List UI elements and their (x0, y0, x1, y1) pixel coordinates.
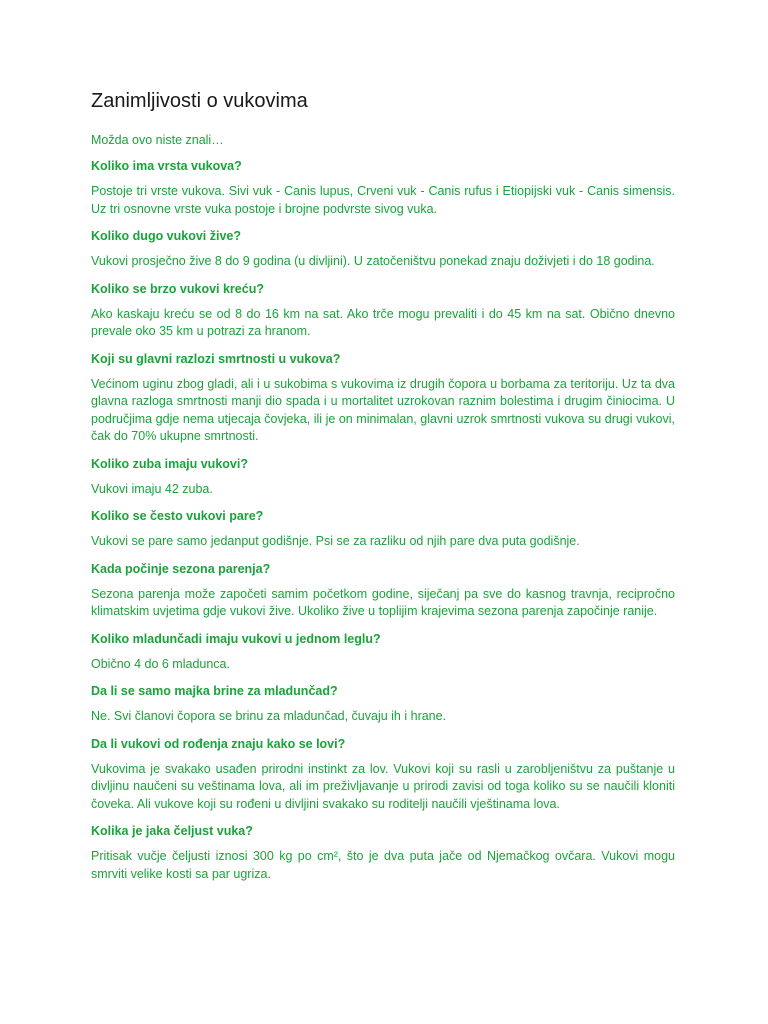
answer-paragraph: Vukovi se pare samo jedanput godišnje. Psi se za razliku od njih pare dva puta godišnje. (91, 534, 580, 548)
answer-paragraph: Postoje tri vrste vukova. Sivi vuk - Canis lupus, Crveni vuk - Canis rufus i Etiopijski vuk - Canis simensis. Uz tri osnovne vrste vuka postoje i brojne podvrste sivog vuka. (91, 184, 675, 216)
answer-paragraph: Vukovi imaju 42 zuba. (91, 481, 213, 496)
answer-paragraph: Obično 4 do 6 mladunca. (91, 656, 230, 671)
question-heading: Kolika je jaka čeljust vuka? (91, 824, 253, 838)
answer-paragraph: Vukovima je svakako usađen prirodni instinkt za lov. Vukovi koji su rasli u zarobljeništvu za puštanje u divljinu naučeni su veštinama lova, ali im preživljavanje u prirodi zavisi od toga koliko su se naučili kloniti čoveka. Ali vukove koji su rođeni u divljini svakako su roditelji naučili vještinama lova. (91, 761, 675, 811)
question-heading: Koliko ima vrsta vukova? (91, 159, 242, 173)
answer-paragraph: Ne. Svi članovi čopora se brinu za mladunčad, čuvaju ih i hrane. (91, 709, 447, 723)
question-heading: Da li vukovi od rođenja znaju kako se lovi? (91, 736, 346, 751)
document-page (91, 88, 675, 892)
question-heading: Koji su glavni razlozi smrtnosti u vukova? (91, 351, 341, 366)
question-heading: Da li se samo majka brine za mladunčad? (91, 684, 338, 698)
answer-paragraph: Vukovi prosječno žive 8 do 9 godina (u divljini). U zatočeništvu ponekad znaju doživjeti i do 18 godina. (91, 254, 655, 268)
answer-paragraph: Sezona parenja može započeti samim početkom godine, siječanj pa sve do kasnog travnja, recipročno klimatskim uvjetima gdje vukovi žive. Ukoliko žive u toplijim krajevima sezona parenja započinje ranije. (91, 586, 675, 618)
question-heading: Kada počinje sezona parenja? (91, 561, 271, 576)
answer-paragraph: Ako kaskaju kreću se od 8 do 16 km na sat. Ako trče mogu prevaliti i do 45 km na sat. Obično dnevno prevale oko 35 km u potrazi za hranom. (91, 306, 675, 338)
answer-paragraph: Većinom uginu zbog gladi, ali i u sukobima s vukovima iz drugih čopora u borbama za teritoriju. Uz ta dva glavna razloga smrtnosti manji dio spada i u mortalitet uzrokovan raznim bolestima i drugim činiocima. U područjima gdje nema utjecaja čovjeka, ili je on minimalan, glavni uzrok smrtnosti vukova su drugi vukovi, čak do 70% ukupne smrtnosti. (91, 376, 675, 443)
question-heading: Koliko dugo vukovi žive? (91, 229, 242, 243)
page-title: Zanimljivosti o vukovima (91, 90, 308, 112)
intro-text: Možda ovo niste znali… (91, 133, 224, 147)
answer-paragraph: Pritisak vučje čeljusti iznosi 300 kg po cm², što je dva puta jače od Njemačkog ovčara. Vukovi mogu smrviti velike kosti sa par ugriza. (91, 849, 675, 881)
question-heading: Koliko se često vukovi pare? (91, 509, 264, 523)
question-heading: Koliko zuba imaju vukovi? (91, 456, 248, 471)
question-heading: Koliko mladunčadi imaju vukovi u jednom leglu? (91, 631, 381, 646)
question-heading: Koliko se brzo vukovi kreću? (91, 281, 264, 296)
